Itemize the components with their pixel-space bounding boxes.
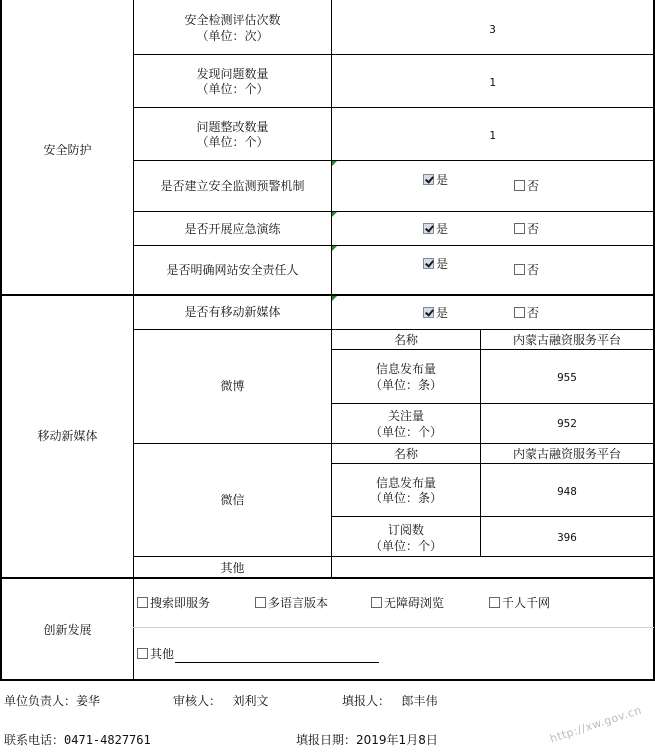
row-unit: （单位：条） (369, 378, 442, 392)
yes-checkbox[interactable]: 是 (423, 256, 448, 272)
filler: 填报人： 郎丰伟 (342, 694, 438, 708)
row-value: 396 (557, 531, 577, 544)
no-checkbox[interactable]: 否 (514, 305, 539, 321)
checkbox-icon (371, 597, 382, 608)
watermark: http://xw.gov.cn (548, 703, 644, 746)
row-label: 是否有移动新媒体 (184, 305, 281, 319)
account-name: 内蒙古融资服务平台 (512, 333, 621, 347)
grid-line (0, 577, 655, 579)
row-value: 3 (489, 23, 496, 36)
security-section-label: 安全防护 (43, 143, 92, 157)
grid-line (133, 443, 654, 444)
comment-marker (332, 161, 337, 166)
other-fill-line (175, 662, 379, 663)
grid-line (331, 349, 654, 350)
yes-checkbox[interactable]: 是 (423, 221, 448, 237)
checkbox-icon (514, 180, 525, 191)
checkbox-icon (514, 307, 525, 318)
row-unit: （单位：个） (369, 539, 442, 553)
row-value: 1 (489, 76, 496, 89)
grid-line (0, 679, 655, 681)
grid-line (133, 160, 654, 161)
column-header: 名称 (393, 333, 418, 347)
comment-marker (332, 212, 337, 217)
option-accessibility[interactable]: 无障碍浏览 (371, 595, 444, 611)
report-date: 填报日期：2019年1月8日 (296, 733, 438, 747)
row-unit: （单位：条） (369, 491, 442, 505)
grid-line (133, 556, 654, 557)
column-header: 名称 (393, 447, 418, 461)
option-other[interactable]: 其他 (137, 646, 174, 662)
grid-line (133, 627, 654, 628)
row-value: 948 (557, 485, 577, 498)
comment-marker (332, 246, 337, 251)
grid-line (133, 107, 654, 108)
row-value: 955 (557, 371, 577, 384)
grid-line (0, 0, 2, 578)
yes-checkbox[interactable]: 是 (423, 305, 448, 321)
checkbox-icon (514, 264, 525, 275)
grid-line (331, 403, 654, 404)
no-checkbox[interactable]: 否 (514, 178, 539, 194)
checkbox-icon (255, 597, 266, 608)
row-label: 是否开展应急演练 (184, 222, 281, 236)
row-value: 952 (557, 417, 577, 430)
row-label: 安全检测评估次数 (184, 13, 281, 27)
no-checkbox[interactable]: 否 (514, 221, 539, 237)
unit-head: 单位负责人：姜华 (4, 694, 101, 708)
innovation-section-label: 创新发展 (43, 623, 92, 637)
other-label: 其他 (220, 561, 245, 575)
row-label: 发现问题数量 (196, 67, 269, 81)
row-label: 订阅数 (387, 523, 424, 537)
checkbox-checked-icon (423, 307, 434, 318)
comment-marker (332, 296, 337, 301)
grid-line (331, 516, 654, 517)
row-unit: （单位：个） (196, 82, 269, 96)
option-personalized[interactable]: 千人千网 (489, 595, 550, 611)
option-search-service[interactable]: 搜索即服务 (137, 595, 210, 611)
row-unit: （单位：个） (196, 135, 269, 149)
contact-phone: 联系电话：0471-4827761 (4, 733, 151, 747)
checkbox-icon (514, 223, 525, 234)
account-name: 内蒙古融资服务平台 (512, 447, 621, 461)
no-checkbox[interactable]: 否 (514, 262, 539, 278)
checkbox-icon (489, 597, 500, 608)
grid-line (331, 463, 654, 464)
checkbox-checked-icon (423, 174, 434, 185)
wechat-label: 微信 (220, 493, 245, 507)
grid-line (133, 211, 654, 212)
checkbox-checked-icon (423, 223, 434, 234)
mobile-section-label: 移动新媒体 (37, 429, 98, 443)
row-label: 问题整改数量 (196, 120, 269, 134)
row-label: 是否建立安全监测预警机制 (160, 179, 305, 193)
option-multilingual[interactable]: 多语言版本 (255, 595, 328, 611)
row-label: 信息发布量 (375, 476, 436, 490)
row-value: 1 (489, 129, 496, 142)
weibo-label: 微博 (220, 379, 245, 393)
grid-line (133, 329, 654, 330)
checkbox-icon (137, 648, 148, 659)
row-unit: （单位：次） (196, 29, 269, 43)
row-label: 关注量 (387, 409, 424, 423)
grid-line (133, 54, 654, 55)
row-label: 信息发布量 (375, 362, 436, 376)
grid-line (0, 294, 655, 296)
row-unit: （单位：个） (369, 425, 442, 439)
checkbox-checked-icon (423, 258, 434, 269)
yes-checkbox[interactable]: 是 (423, 172, 448, 188)
grid-line (133, 245, 654, 246)
row-label: 是否明确网站安全责任人 (166, 263, 299, 277)
reviewer: 审核人： 刘利文 (173, 694, 269, 708)
checkbox-icon (137, 597, 148, 608)
